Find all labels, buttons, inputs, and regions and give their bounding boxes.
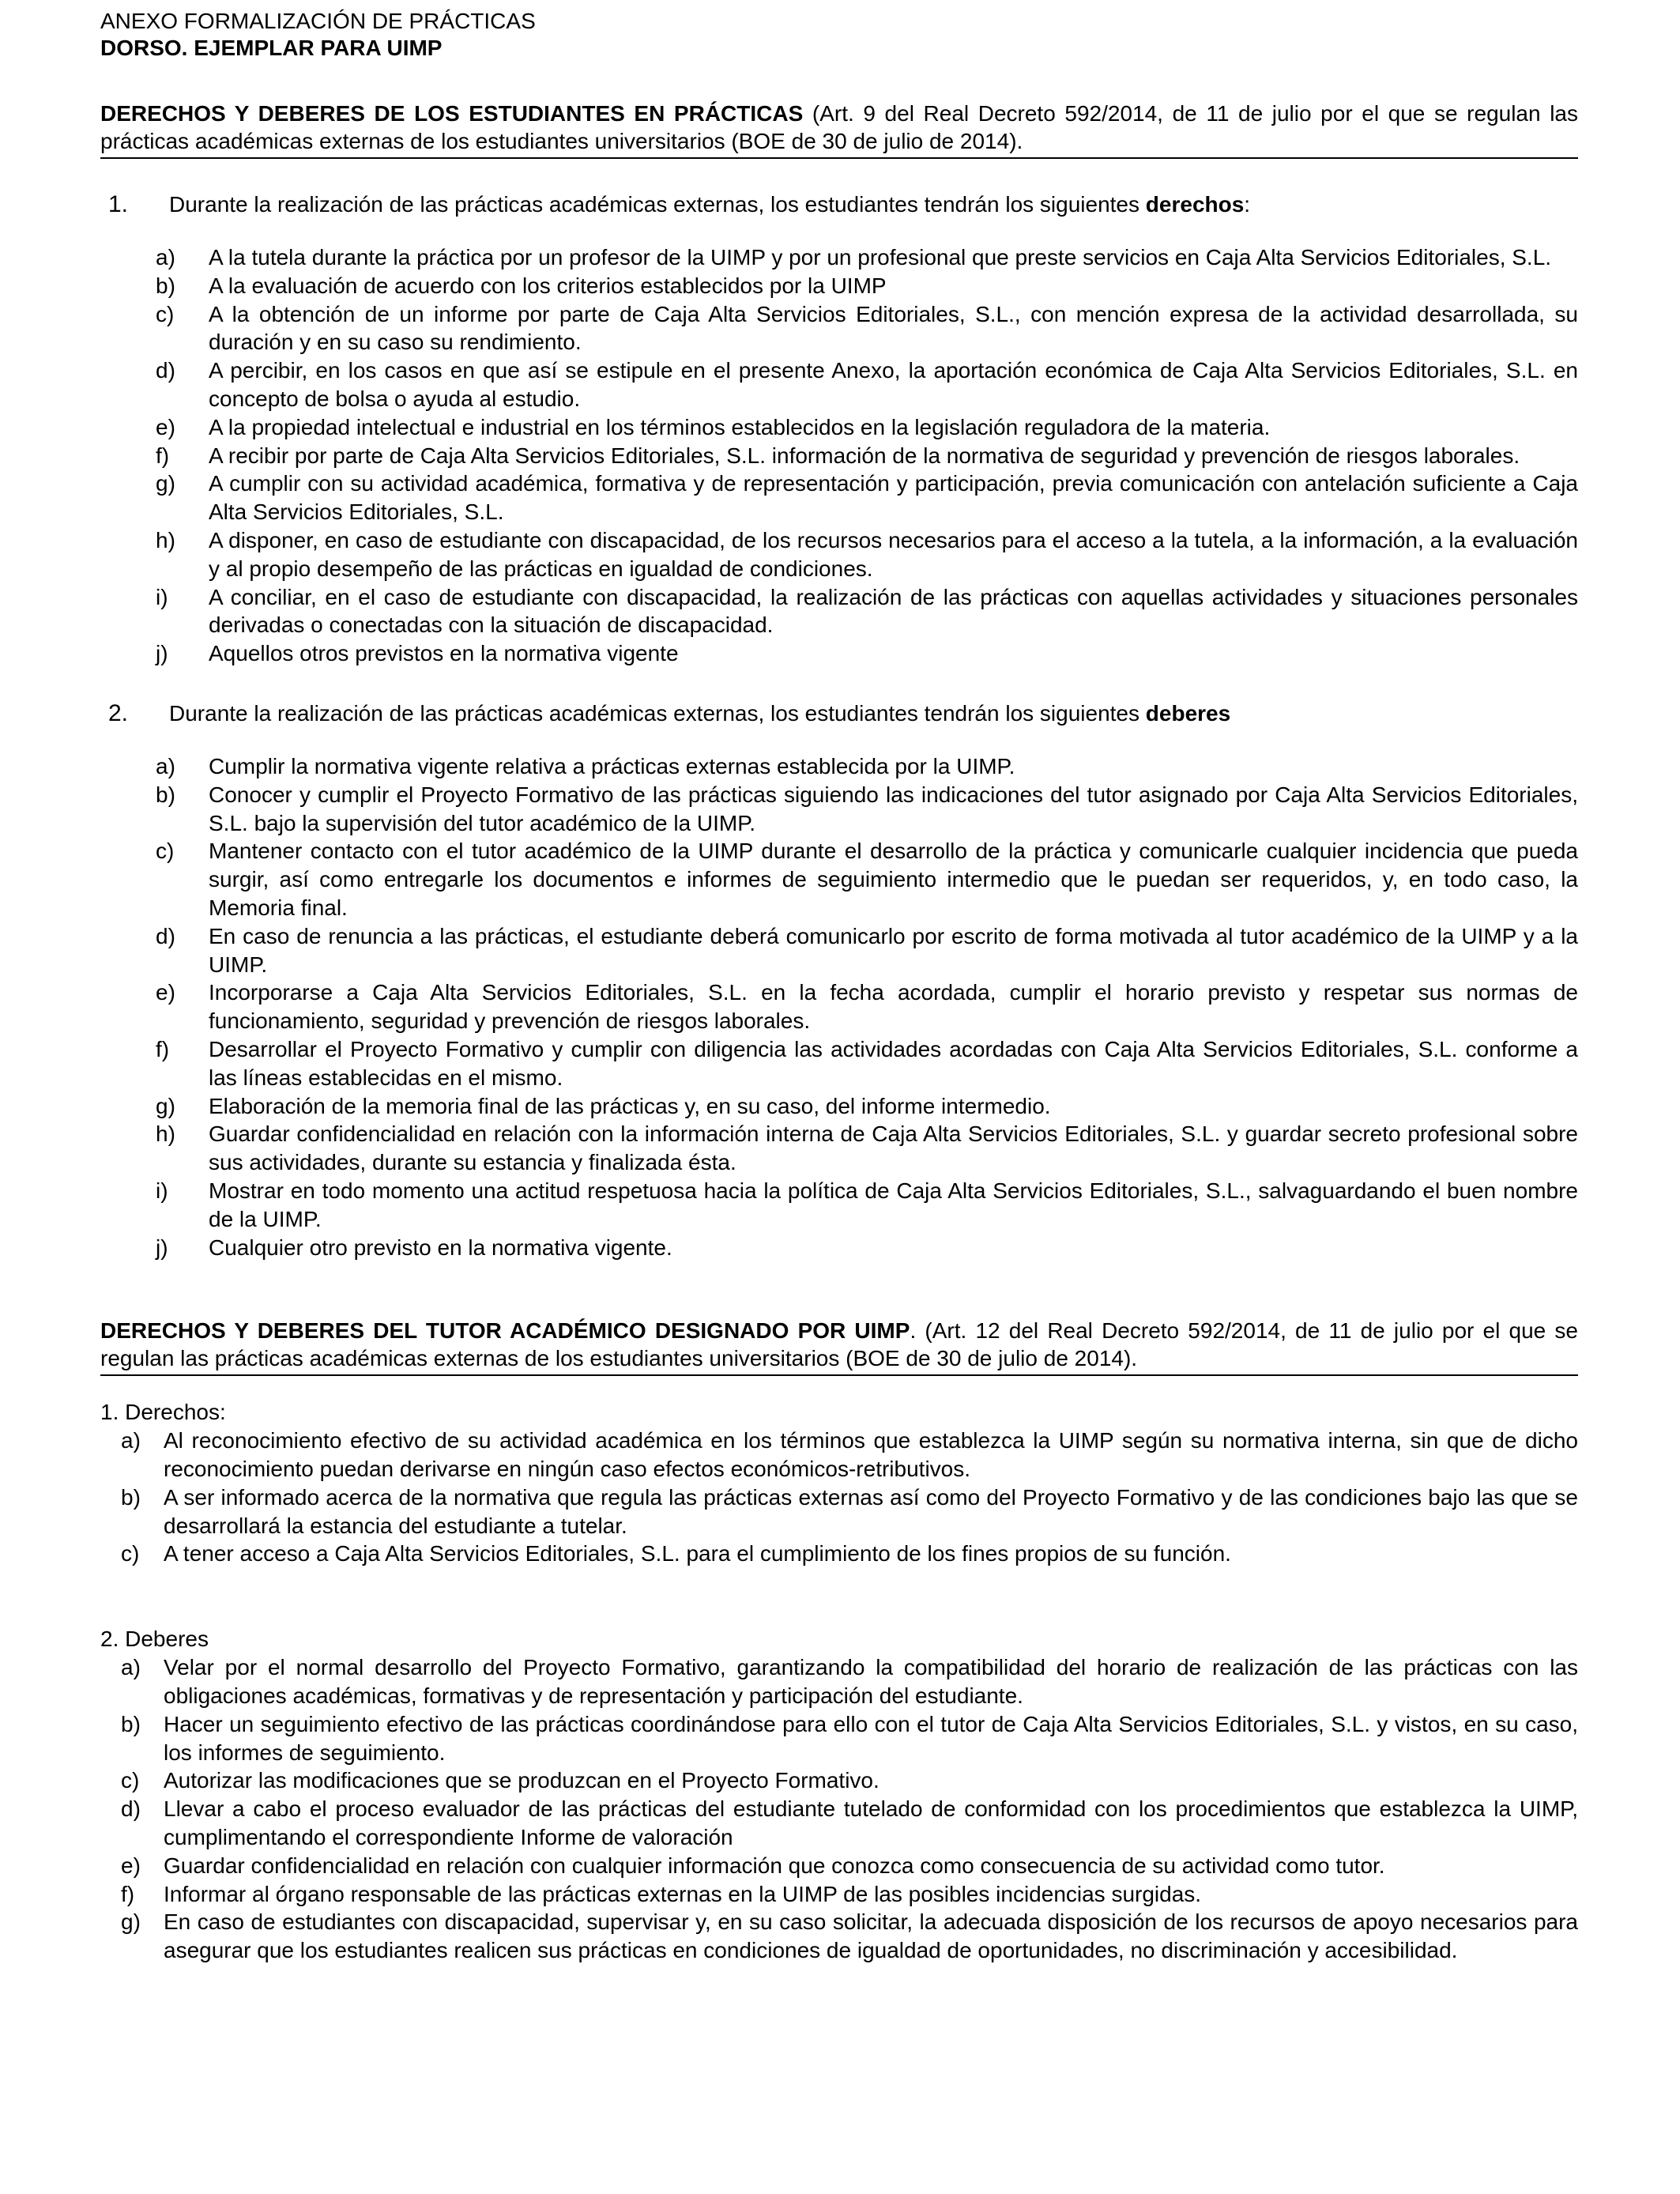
tutor-duty-item xyxy=(100,1852,1578,1880)
list-item-text: A recibir por parte de Caja Alta Servicios Editoriales, S.L. información de la normativa de seguridad y prevención de riesgos laborales. xyxy=(209,443,1520,468)
students-right-item xyxy=(100,583,1578,640)
section-students-title-bold: DERECHOS Y DEBERES DE LOS ESTUDIANTES EN PRÁCTICAS xyxy=(100,101,804,126)
list-item-text: En caso de estudiantes con discapacidad, supervisar y, en su caso solicitar, la adecuada disposición de los recursos de apoyo necesarios para asegurar que los estudiantes realicen sus prácticas en condiciones de igualdad de oportunidades, no discriminación y accesibilidad. xyxy=(164,1909,1578,1963)
list-item-text: A la evaluación de acuerdo con los criterios establecidos por la UIMP xyxy=(209,273,887,298)
list-item-text: Llevar a cabo el proceso evaluador de las prácticas del estudiante tutelado de conformidad con los procedimientos que establezca la UIMP, cumplimentando el correspondiente Informe de valoración xyxy=(164,1796,1578,1850)
list-item-text: Informar al órgano responsable de las prácticas externas en la UIMP de las posibles incidencias surgidas. xyxy=(164,1881,1202,1906)
tutor-duty-item xyxy=(100,1795,1578,1852)
section-tutor-title-bold: DERECHOS Y DEBERES DEL TUTOR ACADÉMICO DESIGNADO POR UIMP xyxy=(100,1318,910,1344)
list-item-text: A la obtención de un informe por parte de Caja Alta Servicios Editoriales, S.L., con mención expresa de la actividad desarrollada, su duración y en su caso su rendimiento. xyxy=(209,301,1578,355)
list-item-text: Velar por el normal desarrollo del Proyecto Formativo, garantizando la compatibilidad del horario de realización de las prácticas con las obligaciones académicas, formativas y de representación y participación del estudiante. xyxy=(164,1655,1578,1709)
tutor-duties-heading: 2. Deberes xyxy=(100,1627,209,1652)
students-rights-number: 1. xyxy=(108,191,129,217)
list-item-text: Elaboración de la memoria final de las prácticas y, en su caso, del informe intermedio. xyxy=(209,1093,1051,1118)
tutor-duty-item xyxy=(100,1908,1578,1965)
students-duty-item xyxy=(100,922,1578,979)
list-item-text: Autorizar las modificaciones que se produzcan en el Proyecto Formativo. xyxy=(164,1768,880,1793)
list-item-letter: d) xyxy=(156,358,175,383)
tutor-duty-item xyxy=(100,1766,1578,1795)
list-item-letter: e) xyxy=(156,414,175,439)
list-item-text: A disponer, en caso de estudiante con discapacidad, de los recursos necesarios para el acceso a la tutela, a la información, a la evaluación y al propio desempeño de las prácticas en igualdad de condiciones. xyxy=(209,527,1578,581)
section-students-title xyxy=(100,100,1578,159)
students-right-item xyxy=(100,639,1578,668)
list-item-letter: h) xyxy=(156,1122,175,1147)
students-duties-intro: Durante la realización de las prácticas académicas externas, los estudiantes tendrán los siguientes xyxy=(169,700,1146,726)
list-item-letter: c) xyxy=(121,1541,140,1566)
tutor-right-item xyxy=(100,1483,1578,1540)
copy-label: DORSO. EJEMPLAR PARA UIMP xyxy=(100,36,443,60)
students-duty-item xyxy=(100,978,1578,1035)
list-item-letter: j) xyxy=(156,1235,168,1260)
section-students-title-ref: (Art. 9 del Real Decreto 592/2014, de 11 de julio por el que se regulan las prácticas académicas externas de los estudiantes universitarios (BOE de 30 de julio de 2014). xyxy=(100,101,1578,153)
list-item-letter: f) xyxy=(156,443,170,468)
students-duties-word: deberes xyxy=(1145,700,1231,726)
list-item-letter: c) xyxy=(121,1768,140,1793)
students-rights-intro: Durante la realización de las prácticas académicas externas, los estudiantes tendrán los siguientes xyxy=(169,192,1146,217)
list-item-letter: a) xyxy=(156,753,175,778)
list-item-text: Hacer un seguimiento efectivo de las prácticas coordinándose para ello con el tutor de Caja Alta Servicios Editoriales, S.L. y vistos, en su caso, los informes de seguimiento. xyxy=(164,1711,1578,1765)
students-duty-item xyxy=(100,1092,1578,1121)
list-item-text: A percibir, en los casos en que así se estipule en el presente Anexo, la aportación económica de Caja Alta Servicios Editoriales, S.L. en concepto de bolsa o ayuda al estudio. xyxy=(209,358,1578,411)
list-item-text: A tener acceso a Caja Alta Servicios Editoriales, S.L. para el cumplimiento de los fines propios de su función. xyxy=(164,1541,1231,1566)
list-item-letter: b) xyxy=(121,1711,141,1736)
list-item-letter: d) xyxy=(156,923,175,948)
students-duties-heading xyxy=(100,699,1578,727)
list-item-text: Aquellos otros previstos en la normativa vigente xyxy=(209,641,679,666)
annex-title: ANEXO FORMALIZACIÓN DE PRÁCTICAS xyxy=(100,9,536,33)
students-duty-item xyxy=(100,752,1578,781)
list-item-text: Cualquier otro previsto en la normativa vigente. xyxy=(209,1235,672,1260)
list-item-text: Guardar confidencialidad en relación con cualquier información que conozca como consecuencia de su actividad como tutor. xyxy=(164,1853,1385,1878)
students-right-item xyxy=(100,526,1578,583)
list-item-letter: g) xyxy=(156,1093,175,1118)
students-duties-number: 2. xyxy=(108,699,129,726)
students-rights-word: derechos xyxy=(1145,192,1245,217)
students-right-item xyxy=(100,243,1578,272)
students-duty-item xyxy=(100,1234,1578,1262)
list-item-letter: i) xyxy=(156,1178,168,1203)
list-item-text: A la tutela durante la práctica por un profesor de la UIMP y por un profesional que preste servicios en Caja Alta Servicios Editoriales, S.L. xyxy=(209,245,1552,270)
list-item-text: En caso de renuncia a las prácticas, el estudiante deberá comunicarlo por escrito de forma motivada al tutor académico de la UIMP y a la UIMP. xyxy=(209,923,1578,977)
tutor-duty-item xyxy=(100,1710,1578,1767)
list-item-text: Al reconocimiento efectivo de su actividad académica en los términos que establezca la UIMP según su normativa interna, sin que de dicho reconocimiento puedan derivarse en ningún caso efectos económicos-retributivos. xyxy=(164,1428,1578,1482)
document-page xyxy=(100,8,1578,1965)
list-item-text: Incorporarse a Caja Alta Servicios Editoriales, S.L. en la fecha acordada, cumplir el horario previsto y respetar sus normas de funcionamiento, seguridad y prevención de riesgos laborales. xyxy=(209,980,1578,1034)
students-right-item xyxy=(100,413,1578,442)
list-item-text: Conocer y cumplir el Proyecto Formativo de las prácticas siguiendo las indicaciones del tutor asignado por Caja Alta Servicios Editoriales, S.L. bajo la supervisión del tutor académico de la UIMP. xyxy=(209,782,1578,835)
students-rights-heading xyxy=(100,190,1578,218)
tutor-right-item xyxy=(100,1540,1578,1568)
list-item-letter: g) xyxy=(121,1909,141,1935)
students-duties-list xyxy=(100,752,1578,1261)
tutor-rights-heading: 1. Derechos: xyxy=(100,1400,226,1425)
list-item-letter: f) xyxy=(156,1036,170,1061)
students-right-item xyxy=(100,356,1578,413)
list-item-text: Guardar confidencialidad en relación con la información interna de Caja Alta Servicios Editoriales, S.L. y guardar secreto profesional sobre sus actividades, durante su estancia y finalizada ésta. xyxy=(209,1122,1578,1175)
list-item-letter: e) xyxy=(121,1853,141,1878)
list-item-letter: c) xyxy=(156,301,175,326)
list-item-text: A conciliar, en el caso de estudiante con discapacidad, la realización de las prácticas con aquellas actividades y situaciones personales derivadas o conectadas con la situación de discapacidad. xyxy=(209,584,1578,638)
students-right-item xyxy=(100,469,1578,526)
list-item-letter: d) xyxy=(121,1796,141,1822)
students-rights-colon: : xyxy=(1244,192,1251,217)
list-item-text: Desarrollar el Proyecto Formativo y cumplir con diligencia las actividades acordadas con Caja Alta Servicios Editoriales, S.L. conforme a las líneas establecidas en el mismo. xyxy=(209,1036,1578,1090)
list-item-letter: f) xyxy=(121,1881,135,1906)
section-tutor-title-ref: . (Art. 12 del Real Decreto 592/2014, de 11 de julio por el que se regulan las prácticas académicas externas de los estudiantes universitarios (BOE de 30 de julio de 2014). xyxy=(100,1318,1578,1371)
list-item-letter: a) xyxy=(156,245,175,270)
list-item-letter: a) xyxy=(121,1428,141,1453)
tutor-duties-list xyxy=(100,1653,1578,1965)
list-item-letter: b) xyxy=(156,782,175,807)
list-item-text: A ser informado acerca de la normativa que regula las prácticas externas así como del Proyecto Formativo y de las condiciones bajo las que se desarrollará la estancia del estudiante a tutelar. xyxy=(164,1484,1578,1538)
list-item-letter: b) xyxy=(156,273,175,298)
students-right-item xyxy=(100,272,1578,300)
list-item-letter: g) xyxy=(156,471,175,496)
section-tutor-title xyxy=(100,1317,1578,1376)
list-item-text: Cumplir la normativa vigente relativa a prácticas externas establecida por la UIMP. xyxy=(209,753,1015,778)
students-rights-list xyxy=(100,243,1578,668)
list-item-letter: b) xyxy=(121,1484,141,1510)
students-right-item xyxy=(100,300,1578,357)
list-item-text: Mostrar en todo momento una actitud respetuosa hacia la política de Caja Alta Servicios Editoriales, S.L., salvaguardando el buen nombre de la UIMP. xyxy=(209,1178,1578,1231)
tutor-rights-list xyxy=(100,1427,1578,1568)
list-item-letter: h) xyxy=(156,527,175,552)
list-item-text: A la propiedad intelectual e industrial en los términos establecidos en la legislación reguladora de la materia. xyxy=(209,414,1271,439)
students-duty-item xyxy=(100,1035,1578,1092)
list-item-letter: c) xyxy=(156,839,175,864)
tutor-duty-item xyxy=(100,1880,1578,1909)
students-duty-item xyxy=(100,781,1578,838)
list-item-letter: i) xyxy=(156,584,168,609)
list-item-text: A cumplir con su actividad académica, formativa y de representación y participación, previa comunicación con antelación suficiente a Caja Alta Servicios Editoriales, S.L. xyxy=(209,471,1578,525)
students-duty-item xyxy=(100,1120,1578,1177)
tutor-duty-item xyxy=(100,1653,1578,1710)
students-right-item xyxy=(100,442,1578,470)
tutor-right-item xyxy=(100,1427,1578,1483)
list-item-letter: a) xyxy=(121,1655,141,1680)
list-item-letter: e) xyxy=(156,980,175,1005)
list-item-text: Mantener contacto con el tutor académico de la UIMP durante el desarrollo de la práctica y comunicarle cualquier incidencia que pueda surgir, así como entregarle los documentos e informes de seguimiento intermedio que le puedan ser requeridos, y, en todo caso, la Memoria final. xyxy=(209,839,1578,920)
students-duty-item xyxy=(100,837,1578,922)
list-item-letter: j) xyxy=(156,641,168,666)
students-duty-item xyxy=(100,1177,1578,1234)
